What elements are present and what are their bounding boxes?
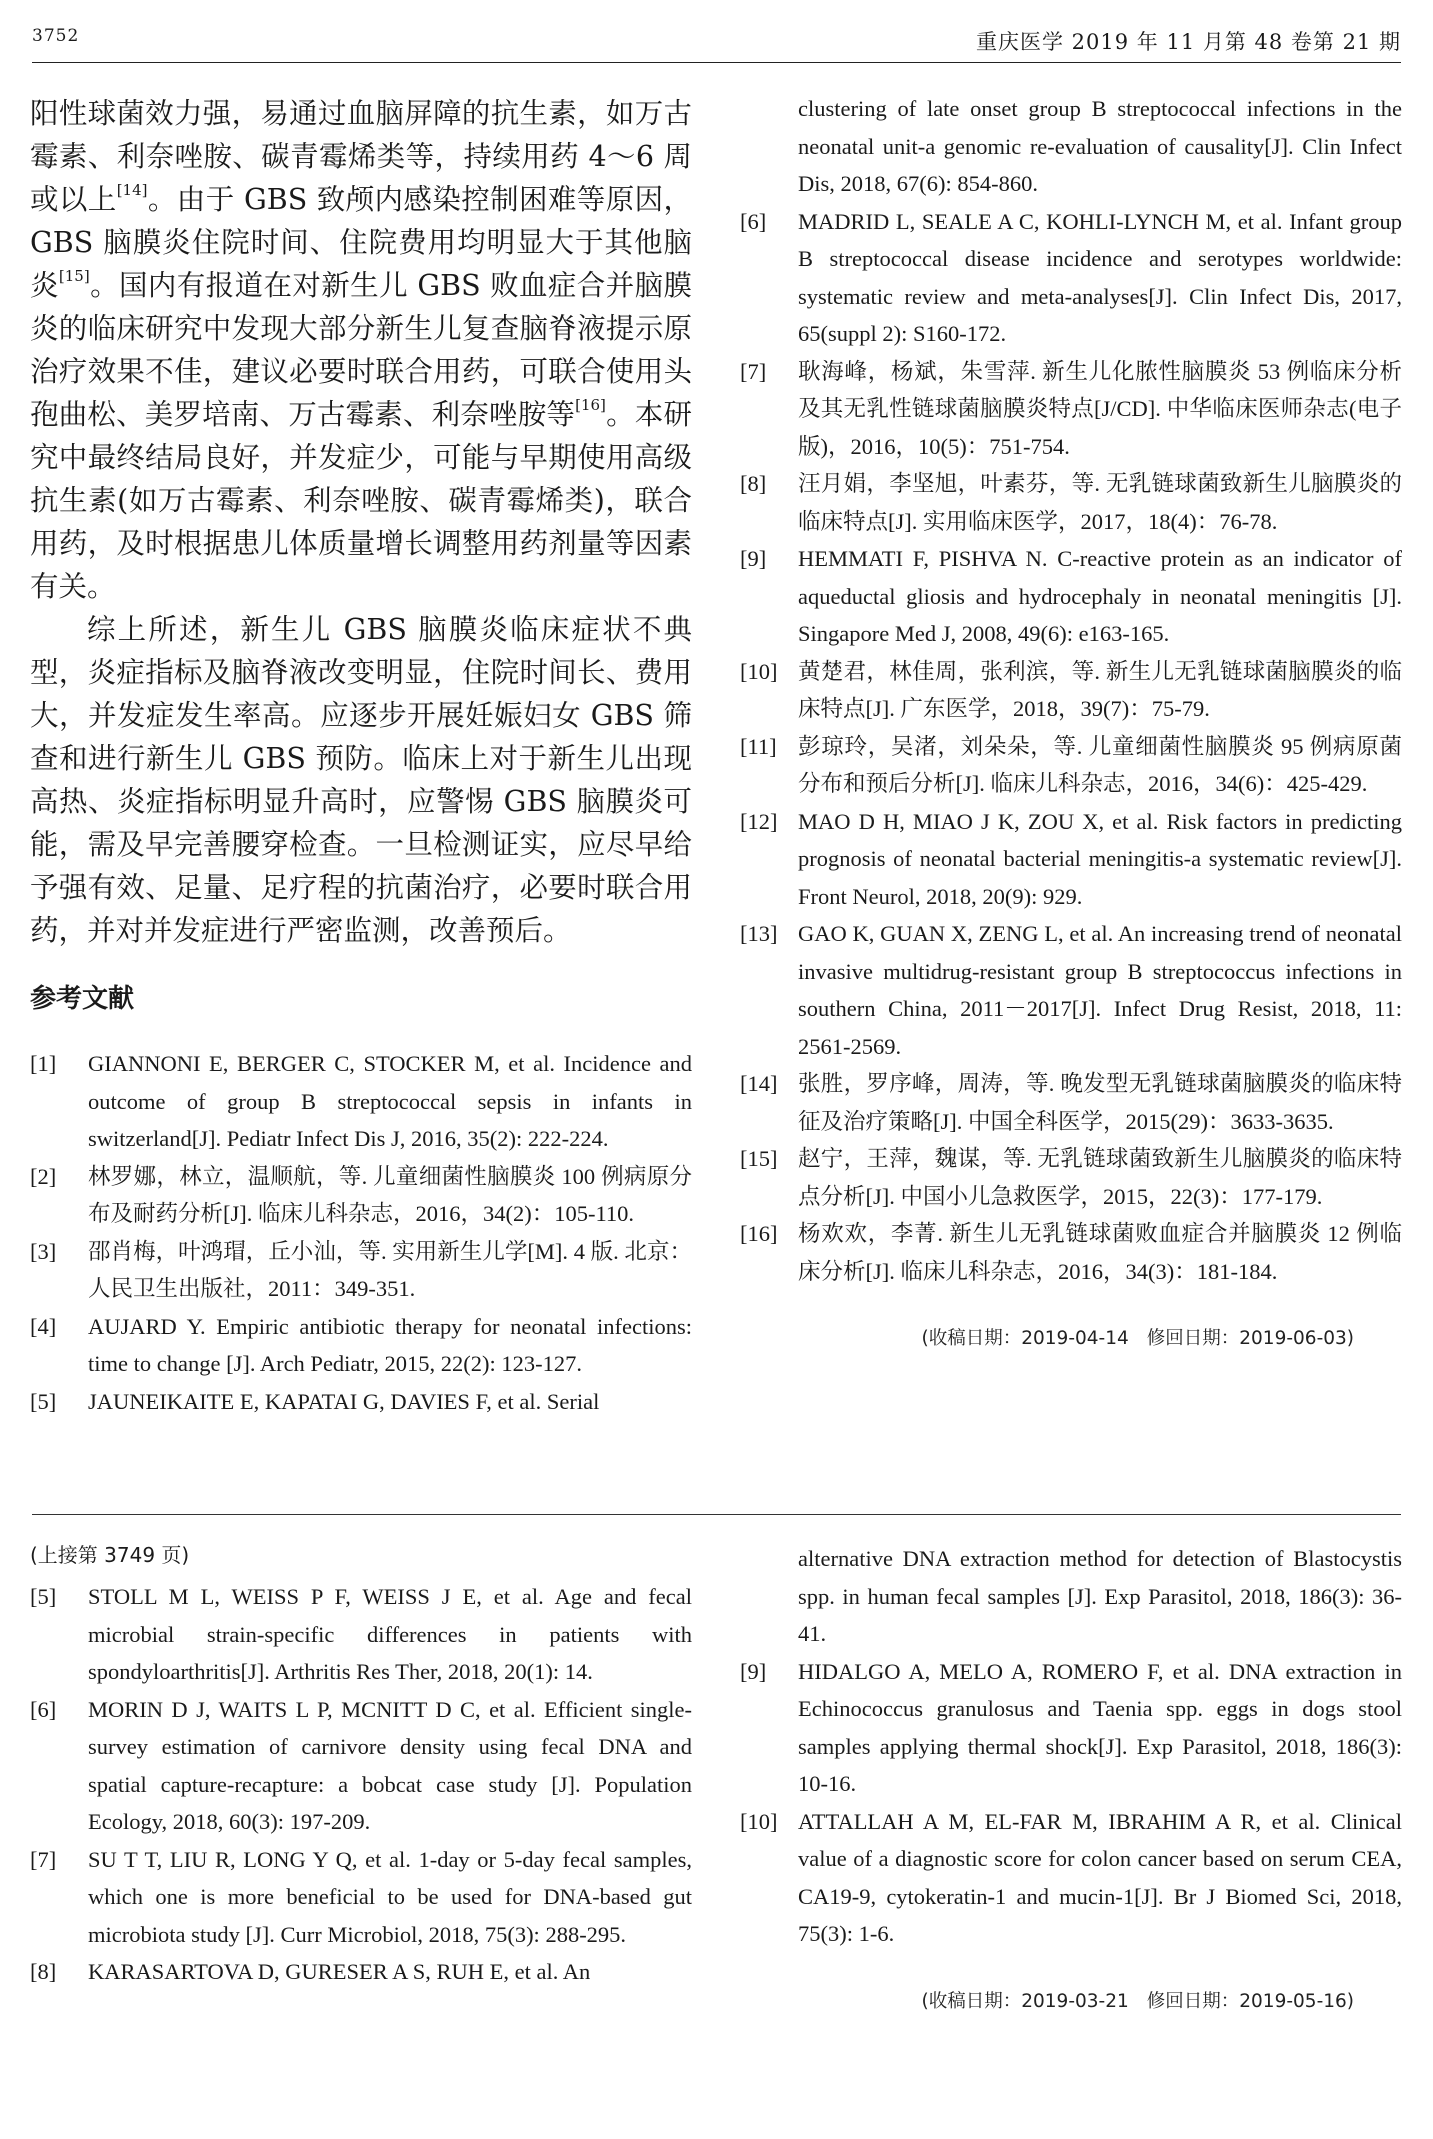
continued-from-note: (上接第 3749 页): [30, 1543, 190, 1567]
reference-item: [30, 1841, 692, 1954]
reference-item: [740, 540, 1402, 653]
reference-continuation-bottom: alternative DNA extraction method for detection of Blastocystis spp. in human fecal samples [J]. Exp Parasitol, 2018, 186(3): 36-41.: [798, 1546, 1402, 1646]
reference-number: [7]: [740, 358, 767, 384]
reference-text: KARASARTOVA D, GURESER A S, RUH E, et al. An: [88, 1959, 591, 1984]
left-column-top: [30, 92, 692, 1420]
received-dates-2: (收稿日期：2019-03-21 修回日期：2019-05-16): [921, 1990, 1354, 2012]
reference-continuation: clustering of late onset group B streptococcal infections in the neonatal unit-a genomic re-evaluation of causality[J]. Clin Infect Dis, 2018, 67(6): 854-860.: [798, 96, 1402, 196]
body-paragraph-2: 综上所述，新生儿 GBS 脑膜炎临床症状不典型，炎症指标及脑脊液改变明显，住院时间长、费用大，并发症发生率高。应逐步开展妊娠妇女 GBS 筛查和进行新生儿 GBS 预防。临床上对于新生儿出现高热、炎症指标明显升高时，应警惕 GBS 脑膜炎可能，需及早完善腰穿检查。一旦检测证实，应尽早给予强有效、足量、足疗程的抗菌治疗，必要时联合用药，并对并发症进行严密监测，改善预后。: [30, 613, 692, 947]
reference-item: [740, 353, 1402, 466]
reference-number: [16]: [740, 1221, 778, 1246]
reference-number: [14]: [740, 1071, 778, 1096]
reference-number: [1]: [30, 1051, 57, 1076]
reference-item: [30, 1953, 692, 1991]
reference-text: 杨欢欢，李菁. 新生儿无乳链球菌败血症合并脑膜炎 12 例临床分析[J]. 临床儿科杂志，2016，34(3)：181-184.: [798, 1221, 1402, 1284]
citation-16[interactable]: [16]: [575, 396, 606, 414]
reference-number: [11]: [740, 733, 777, 759]
reference-number: [4]: [30, 1313, 57, 1339]
reference-item: [740, 915, 1402, 1065]
reference-item: [740, 653, 1402, 728]
reference-list-right: [740, 203, 1402, 1291]
reference-item: [30, 1578, 692, 1691]
reference-item: [30, 1308, 692, 1383]
page-number: 3752: [32, 26, 80, 46]
reference-text: ATTALLAH A M, EL-FAR M, IBRAHIM A R, et al. Clinical value of a diagnostic score for colon cancer based on serum CEA, CA19-9, cytokeratin-1 and mucin-1[J]. Br J Biomed Sci, 2018, 75(3): 1-6.: [798, 1808, 1402, 1946]
reference-text: 耿海峰，杨斌，朱雪萍. 新生儿化脓性脑膜炎 53 例临床分析及其无乳性链球菌脑膜炎特点[J/CD]. 中华临床医师杂志(电子版)，2016，10(5)：751-754.: [798, 358, 1402, 459]
reference-number: [9]: [740, 546, 767, 571]
reference-text: HIDALGO A, MELO A, ROMERO F, et al. DNA extraction in Echinococcus granulosus and Taenia spp. eggs in dogs stool samples applying thermal shock[J]. Exp Parasitol, 2018, 186(3): 10-16.: [798, 1658, 1402, 1796]
header-rule: [32, 62, 1401, 63]
reference-text: 黄楚君，林佳周，张利滨，等. 新生儿无乳链球菌脑膜炎的临床特点[J]. 广东医学，2018，39(7)：75-79.: [798, 658, 1402, 721]
reference-item: [740, 1653, 1402, 1803]
reference-item: [740, 1065, 1402, 1140]
reference-item: [740, 803, 1402, 916]
reference-number: [5]: [30, 1388, 57, 1414]
reference-number: [12]: [740, 808, 778, 834]
reference-number: [9]: [740, 1658, 767, 1684]
reference-text: 彭琼玲，吴渚，刘朵朵，等. 儿童细菌性脑膜炎 95 例病原菌分布和预后分析[J]. 临床儿科杂志，2016，34(6)：425-429.: [798, 733, 1402, 796]
reference-list-bottom-left: [30, 1578, 692, 1991]
reference-text: AUJARD Y. Empiric antibiotic therapy for neonatal infections: time to change [J]. Arch Pediatr, 2015, 22(2): 123-127.: [88, 1313, 692, 1376]
reference-number: [5]: [30, 1584, 57, 1609]
reference-item: [30, 1691, 692, 1841]
reference-item: [740, 465, 1402, 540]
right-column-bottom: [740, 1540, 1402, 2013]
section-divider: [32, 1514, 1401, 1515]
reference-text: JAUNEIKAITE E, KAPATAI G, DAVIES F, et al. Serial: [88, 1388, 600, 1414]
reference-item: [30, 1383, 692, 1421]
references-heading: 参考文献: [30, 984, 135, 1014]
reference-number: [10]: [740, 1808, 778, 1834]
right-column-top: [740, 90, 1402, 1350]
body-paragraph-1: 阳性球菌效力强，易通过血脑屏障的抗生素，如万古霉素、利奈唑胺、碳青霉烯类等，持续用药 4～6 周或以上[14]。由于 GBS 致颅内感染控制困难等原因，GBS 脑膜炎住院时间、住院费用均明显大于其他脑炎[15]。国内有报道在对新生儿 GBS 败血症合并脑膜炎的临床研究中发现大部分新生儿复查脑脊液提示原治疗效果不佳，建议必要时联合用药，可联合使用头孢曲松、美罗培南、万古霉素、利奈唑胺等[16]。本研究中最终结局良好，并发症少，可能与早期使用高级抗生素(如万古霉素、利奈唑胺、碳青霉烯类)，联合用药，及时根据患儿体质量增长调整用药剂量等因素有关。: [30, 97, 692, 603]
reference-item: [30, 1158, 692, 1233]
received-dates-1: (收稿日期：2019-04-14 修回日期：2019-06-03): [921, 1328, 1354, 1349]
reference-text: 邵肖梅，叶鸿瑁，丘小汕，等. 实用新生儿学[M]. 4 版. 北京：人民卫生出版社，2011：349-351.: [88, 1238, 692, 1301]
reference-text: SU T T, LIU R, LONG Y Q, et al. 1-day or 5-day fecal samples, which one is more beneficial to be used for DNA-based gut microbiota study [J]. Curr Microbiol, 2018, 75(3): 288-295.: [88, 1846, 692, 1947]
reference-item: [740, 1215, 1402, 1290]
reference-text: MORIN D J, WAITS L P, MCNITT D C, et al. Efficient single-survey estimation of carnivore density using fecal DNA and spatial capture-recapture: a bobcat case study [J]. Population Ecology, 2018, 60(3): 197-209.: [88, 1696, 692, 1834]
reference-text: 汪月娟，李坚旭，叶素芬，等. 无乳链球菌致新生儿脑膜炎的临床特点[J]. 实用临床医学，2017，18(4)：76-78.: [798, 471, 1402, 534]
reference-text: GIANNONI E, BERGER C, STOCKER M, et al. Incidence and outcome of group B streptococcal sepsis in infants in switzerland[J]. Pediatr Infect Dis J, 2016, 35(2): 222-224.: [88, 1051, 692, 1151]
reference-item: [30, 1233, 692, 1308]
reference-text: STOLL M L, WEISS P F, WEISS J E, et al. Age and fecal microbial strain-specific differences in patients with spondyloarthritis[J]. Arthritis Res Ther, 2018, 20(1): 14.: [88, 1584, 692, 1684]
citation-14[interactable]: [14]: [116, 181, 148, 199]
reference-number: [6]: [740, 208, 767, 234]
reference-number: [8]: [740, 471, 767, 496]
reference-number: [7]: [30, 1846, 57, 1872]
reference-item: [30, 1045, 692, 1158]
reference-text: 赵宁，王萍，魏谋，等. 无乳链球菌致新生儿脑膜炎的临床特点分析[J]. 中国小儿急救医学，2015，22(3)：177-179.: [798, 1146, 1402, 1209]
reference-text: GAO K, GUAN X, ZENG L, et al. An increasing trend of neonatal invasive multidrug-resistant group B streptococcus infections in southern China, 2011－2017[J]. Infect Drug Resist, 2018, 11: 2561-2569.: [798, 921, 1402, 1059]
reference-number: [2]: [30, 1163, 57, 1189]
reference-number: [13]: [740, 921, 778, 946]
reference-item: [740, 728, 1402, 803]
page-header: [32, 26, 1401, 60]
reference-list-bottom-right: [740, 1653, 1402, 1953]
reference-text: 林罗娜，林立，温顺航，等. 儿童细菌性脑膜炎 100 例病原分布及耐药分析[J]. 临床儿科杂志，2016，34(2)：105-110.: [88, 1163, 692, 1226]
reference-number: [8]: [30, 1959, 57, 1984]
reference-item: [740, 1803, 1402, 1953]
left-column-bottom: [30, 1540, 692, 1991]
reference-text: MAO D H, MIAO J K, ZOU X, et al. Risk factors in predicting prognosis of neonatal bacterial meningitis-a systematic review[J]. Front Neurol, 2018, 20(9): 929.: [798, 808, 1402, 909]
reference-text: HEMMATI F, PISHVA N. C-reactive protein as an indicator of aqueductal gliosis and hydrocephaly in neonatal meningitis [J]. Singapore Med J, 2008, 49(6): e163-165.: [798, 546, 1402, 646]
reference-number: [3]: [30, 1238, 57, 1264]
reference-number: [6]: [30, 1696, 57, 1722]
reference-text: MADRID L, SEALE A C, KOHLI-LYNCH M, et al. Infant group B streptococcal disease incidence and serotypes worldwide: systematic review and meta-analyses[J]. Clin Infect Dis, 2017, 65(suppl 2): S160-172.: [798, 208, 1402, 346]
reference-item: [740, 203, 1402, 353]
reference-list-left: [30, 1045, 692, 1420]
reference-number: [10]: [740, 658, 778, 684]
reference-item: [740, 1140, 1402, 1215]
reference-text: 张胜，罗序峰，周涛，等. 晚发型无乳链球菌脑膜炎的临床特征及治疗策略[J]. 中国全科医学，2015(29)：3633-3635.: [798, 1071, 1402, 1134]
citation-15[interactable]: [15]: [58, 267, 90, 285]
reference-number: [15]: [740, 1146, 778, 1171]
journal-title: 重庆医学 2019 年 11 月第 48 卷第 21 期: [975, 30, 1401, 54]
